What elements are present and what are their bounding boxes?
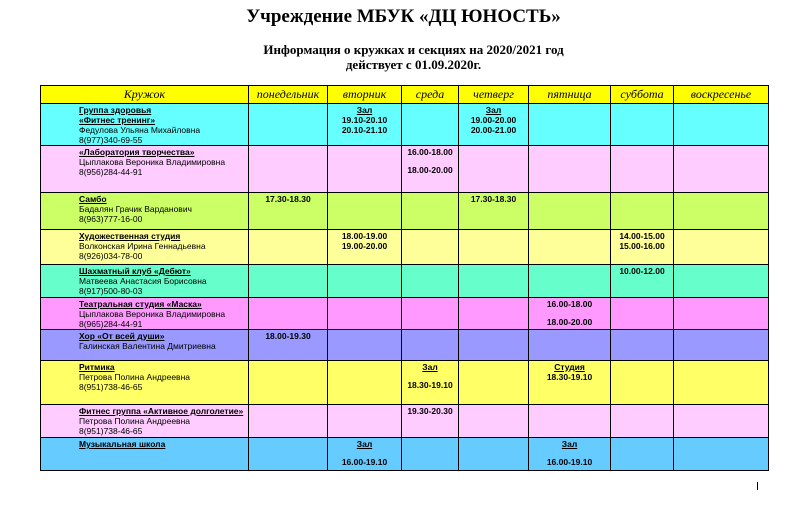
schedule-cell-sat — [611, 146, 674, 193]
schedule-cell-thu — [459, 298, 529, 330]
col-friday: пятница — [529, 86, 611, 104]
club-name: Самбо — [79, 194, 107, 204]
schedule-cell-sat — [611, 330, 674, 361]
table-row — [41, 193, 769, 230]
club-info-cell — [41, 230, 249, 265]
club-info-cell — [41, 405, 249, 438]
time-slot: 19.00-20.00 — [341, 241, 388, 251]
schedule-cell-sun — [674, 330, 769, 361]
col-wednesday: среда — [402, 86, 459, 104]
col-saturday: суббота — [611, 86, 674, 104]
schedule-cell-mon — [249, 330, 328, 361]
schedule-cell-sat — [611, 230, 674, 265]
table-row — [41, 361, 769, 405]
club-name: Хор «От всей души» — [79, 331, 165, 341]
club-detail: Петрова Полина Андреевна — [79, 416, 190, 426]
venue-label: Зал — [356, 105, 373, 115]
time-slot: 18.00-19.30 — [265, 331, 311, 341]
club-detail: Петрова Полина Андреевна — [79, 372, 190, 382]
schedule-cell-wed — [402, 298, 459, 330]
time-slot: 15.00-16.00 — [619, 241, 665, 251]
schedule-cell-tue — [328, 265, 402, 298]
schedule-cell-wed — [402, 438, 459, 471]
table-row — [41, 438, 769, 471]
time-slot: 16.00-18.00 — [407, 147, 453, 157]
time-slot: 19.10-20.10 — [341, 115, 388, 125]
table-row — [41, 230, 769, 265]
time-slot: 19.30-20.30 — [407, 406, 453, 416]
schedule-cell-tue — [328, 146, 402, 193]
club-detail: 8(965)284-44-91 — [79, 319, 143, 329]
time-slot: 16.00-19.10 — [546, 457, 593, 467]
time-slot: 10.00-12.00 — [619, 266, 665, 276]
table-row — [41, 265, 769, 298]
club-name: Художественная студия — [79, 231, 181, 241]
col-monday: понедельник — [249, 86, 328, 104]
schedule-cell-sun — [674, 230, 769, 265]
schedule-cell-fri — [529, 298, 611, 330]
time-slot: 18.30-19.10 — [407, 380, 453, 390]
time-slot — [402, 157, 458, 165]
club-name: Театральная студия «Маска» — [79, 299, 202, 309]
club-detail: Матвеева Анастасия Борисовна — [79, 276, 207, 286]
schedule-cell-mon — [249, 230, 328, 265]
club-info-cell — [41, 330, 249, 361]
club-name: «Лаборатория творчества» — [79, 147, 195, 157]
schedule-cell-sun — [674, 265, 769, 298]
club-info-cell — [41, 265, 249, 298]
schedule-cell-wed — [402, 405, 459, 438]
header-row — [41, 86, 769, 104]
time-slot — [529, 309, 610, 317]
schedule-cell-thu — [459, 146, 529, 193]
table-row — [41, 405, 769, 438]
schedule-cell-sat — [611, 193, 674, 230]
schedule-cell-sun — [674, 405, 769, 438]
schedule-cell-fri — [529, 438, 611, 471]
schedule-cell-thu — [459, 330, 529, 361]
club-detail: 8(951)738-46-65 — [79, 426, 143, 436]
schedule-cell-wed — [402, 193, 459, 230]
time-slot: 19.00-20.00 — [470, 115, 517, 125]
club-detail: 8(951)738-46-65 — [79, 382, 143, 392]
schedule-cell-tue — [328, 438, 402, 471]
schedule-cell-fri — [529, 104, 611, 146]
club-info-cell — [41, 193, 249, 230]
schedule-cell-fri — [529, 230, 611, 265]
club-detail: 8(977)340-69-55 — [79, 135, 143, 145]
time-slot: 20.10-21.10 — [341, 125, 388, 135]
time-slot — [328, 449, 401, 457]
club-info-cell — [41, 298, 249, 330]
schedule-cell-sun — [674, 146, 769, 193]
table-row — [41, 146, 769, 193]
info-subtitle: Информация о кружках и секциях на 2020/2021 год — [263, 42, 564, 57]
schedule-cell-wed — [402, 265, 459, 298]
col-tuesday: вторник — [328, 86, 402, 104]
schedule-cell-mon — [249, 405, 328, 438]
schedule-cell-thu — [459, 230, 529, 265]
club-detail: «Фитнес тренинг» — [79, 115, 156, 125]
edge-mark — [757, 482, 758, 490]
schedule-cell-sat — [611, 298, 674, 330]
schedule-cell-wed — [402, 104, 459, 146]
venue-label: Зал — [561, 439, 578, 449]
schedule-cell-tue — [328, 104, 402, 146]
schedule-cell-fri — [529, 146, 611, 193]
schedule-cell-sat — [611, 104, 674, 146]
page-title: Учреждение МБУК «ДЦ ЮНОСТЬ» — [246, 6, 561, 27]
schedule-cell-mon — [249, 265, 328, 298]
time-slot — [402, 372, 458, 380]
club-detail: 8(956)284-44-91 — [79, 167, 143, 177]
time-slot: 18.30-19.10 — [546, 372, 593, 382]
effective-date: действует с 01.09.2020г. — [345, 57, 482, 72]
schedule-cell-mon — [249, 193, 328, 230]
club-name: Группа здоровья — [79, 105, 152, 115]
time-slot — [529, 449, 610, 457]
schedule-cell-fri — [529, 330, 611, 361]
time-slot: 14.00-15.00 — [619, 231, 665, 241]
schedule-cell-wed — [402, 146, 459, 193]
table-row — [41, 330, 769, 361]
schedule-cell-mon — [249, 361, 328, 405]
schedule-cell-tue — [328, 230, 402, 265]
schedule-cell-sun — [674, 193, 769, 230]
time-slot: 18.00-20.00 — [546, 317, 593, 327]
club-info-cell — [41, 438, 249, 471]
schedule-cell-thu — [459, 193, 529, 230]
time-slot: 18.00-20.00 — [407, 165, 453, 175]
schedule-cell-tue — [328, 405, 402, 438]
schedule-cell-wed — [402, 230, 459, 265]
schedule-cell-sat — [611, 438, 674, 471]
club-detail: Галинская Валентина Дмитриевна — [79, 341, 216, 351]
schedule-cell-mon — [249, 146, 328, 193]
schedule-cell-sun — [674, 361, 769, 405]
schedule-cell-fri — [529, 265, 611, 298]
schedule-cell-sun — [674, 104, 769, 146]
club-detail: 8(917)500-80-03 — [79, 286, 143, 296]
table-row — [41, 104, 769, 146]
col-thursday: четверг — [459, 86, 529, 104]
schedule-cell-fri — [529, 405, 611, 438]
schedule-cell-thu — [459, 438, 529, 471]
time-slot: 18.00-19.00 — [341, 231, 388, 241]
schedule-cell-thu — [459, 405, 529, 438]
schedule-table — [40, 85, 769, 471]
club-name: Музыкальная школа — [79, 439, 166, 449]
col-sunday: воскресенье — [674, 86, 769, 104]
schedule-cell-tue — [328, 361, 402, 405]
venue-label: Зал — [356, 439, 373, 449]
club-name: Фитнес группа «Активное долголетие» — [79, 406, 244, 416]
schedule-cell-tue — [328, 298, 402, 330]
club-detail: Цыплакова Вероника Владимировна — [79, 309, 226, 319]
schedule-cell-sun — [674, 298, 769, 330]
club-detail: Волконская Ирина Геннадьевна — [79, 241, 206, 251]
club-detail: Бадалян Грачик Варданович — [79, 204, 192, 214]
schedule-cell-wed — [402, 330, 459, 361]
schedule-cell-sat — [611, 361, 674, 405]
time-slot: 20.00-21.00 — [470, 125, 517, 135]
club-detail: Цыплакова Вероника Владимировна — [79, 157, 226, 167]
venue-label: Студия — [554, 362, 585, 372]
club-info-cell — [41, 104, 249, 146]
schedule-cell-fri — [529, 193, 611, 230]
club-info-cell — [41, 146, 249, 193]
schedule-cell-sun — [674, 438, 769, 471]
club-name: Ритмика — [79, 362, 115, 372]
schedule-cell-sat — [611, 405, 674, 438]
club-detail: 8(963)777-16-00 — [79, 214, 143, 224]
schedule-cell-sat — [611, 265, 674, 298]
club-info-cell — [41, 361, 249, 405]
schedule-cell-thu — [459, 265, 529, 298]
club-detail: Федулова Ульяна Михайловна — [79, 125, 201, 135]
time-slot: 16.00-19.10 — [341, 457, 388, 467]
schedule-cell-tue — [328, 330, 402, 361]
time-slot: 17.30-18.30 — [470, 194, 517, 204]
schedule-cell-mon — [249, 104, 328, 146]
schedule-cell-tue — [328, 193, 402, 230]
venue-label: Зал — [422, 362, 438, 372]
col-club: Кружок — [41, 86, 249, 104]
club-detail: 8(926)034-78-00 — [79, 251, 143, 261]
schedule-cell-mon — [249, 438, 328, 471]
time-slot: 17.30-18.30 — [265, 194, 311, 204]
schedule-cell-thu — [459, 361, 529, 405]
schedule-cell-thu — [459, 104, 529, 146]
schedule-cell-mon — [249, 298, 328, 330]
time-slot: 16.00-18.00 — [546, 299, 593, 309]
schedule-cell-wed — [402, 361, 459, 405]
club-name: Шахматный клуб «Дебют» — [79, 266, 191, 276]
table-row — [41, 298, 769, 330]
schedule-cell-fri — [529, 361, 611, 405]
venue-label: Зал — [485, 105, 502, 115]
